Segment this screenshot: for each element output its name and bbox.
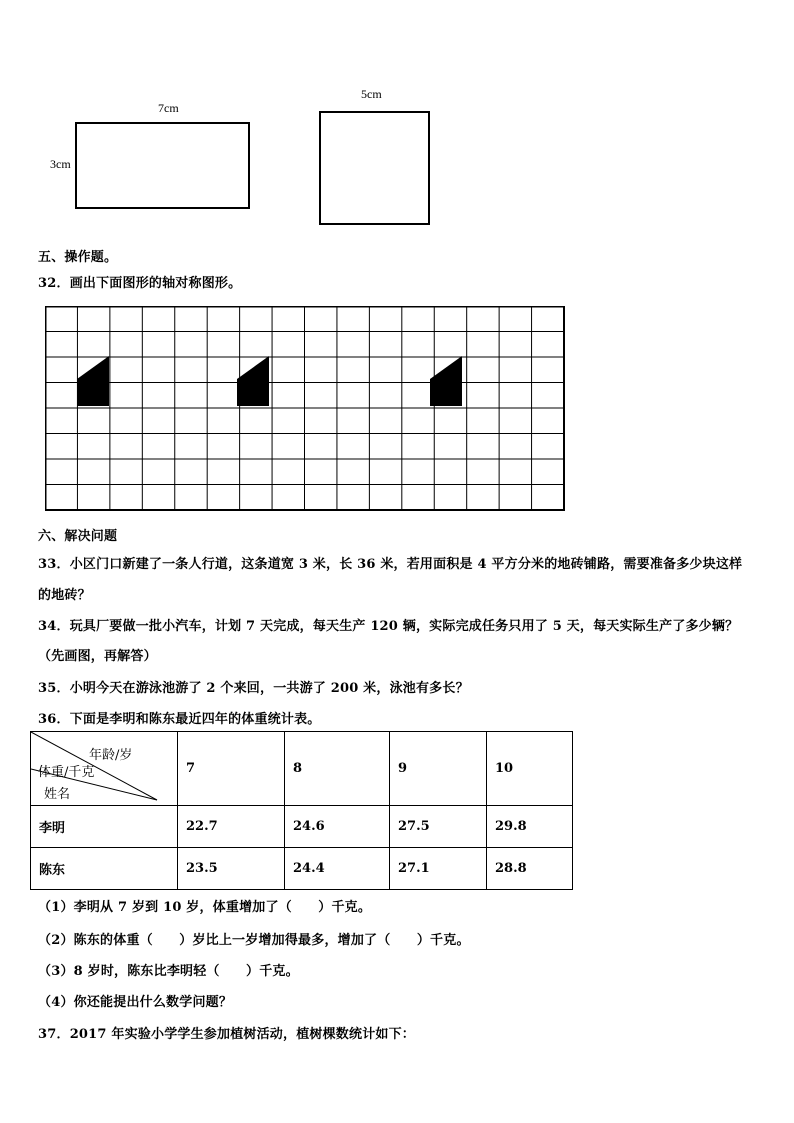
value-cell: 22.7	[178, 806, 285, 848]
question-32: 32．画出下面图形的轴对称图形。	[38, 276, 242, 291]
value-cell: 24.4	[285, 848, 390, 890]
section-6-heading: 六、解决问题	[38, 529, 118, 544]
question-36-sub4: （4）你还能提出什么数学问题？	[38, 995, 233, 1010]
shaded-shape-3	[430, 356, 462, 406]
question-33-line2: 的地砖？	[38, 588, 91, 603]
value-cell: 29.8	[487, 806, 573, 848]
weight-table	[30, 731, 573, 890]
question-36-sub3: （3）8 岁时，陈东比李明轻（ ）千克。	[38, 964, 299, 979]
age-cell: 8	[285, 732, 390, 806]
rectangle-figure	[75, 122, 250, 209]
header-weight-label: 体重/千克	[38, 765, 95, 780]
rect-height-label: 3cm	[50, 157, 71, 171]
question-34-line1: 34．玩具厂要做一批小汽车，计划 7 天完成，每天生产 120 辆，实际完成任务只用了 5 天，每天实际生产了多少辆？	[38, 619, 739, 634]
age-cell: 9	[390, 732, 487, 806]
question-36-sub2: （2）陈东的体重（ ）岁比上一岁增加得最多，增加了（ ）千克。	[38, 933, 470, 948]
value-cell: 27.1	[390, 848, 487, 890]
shaded-shape-1	[77, 356, 109, 406]
symmetry-grid	[45, 306, 565, 511]
value-cell: 23.5	[178, 848, 285, 890]
question-33-line1: 33．小区门口新建了一条人行道，这条道宽 3 米，长 36 米，若用面积是 4 平方分米的地砖铺路，需要准备多少块这样	[38, 557, 743, 572]
age-cell: 7	[178, 732, 285, 806]
table-row	[31, 848, 573, 890]
value-cell: 24.6	[285, 806, 390, 848]
question-35: 35．小明今天在游泳池游了 2 个来回，一共游了 200 米，泳池有多长？	[38, 681, 469, 696]
age-cell: 10	[487, 732, 573, 806]
header-name-label: 姓名	[44, 787, 71, 802]
square-figure	[319, 111, 430, 225]
rect-width-label: 7cm	[158, 101, 179, 115]
shaded-shape-2	[237, 356, 269, 406]
section-5-heading: 五、操作题。	[38, 250, 118, 265]
square-side-label: 5cm	[361, 87, 382, 101]
question-36: 36．下面是李明和陈东最近四年的体重统计表。	[38, 712, 321, 727]
table-row	[31, 806, 573, 848]
table-header-diagonal-cell	[31, 732, 178, 806]
question-36-sub1: （1）李明从 7 岁到 10 岁，体重增加了（ ）千克。	[38, 900, 372, 915]
header-age-label: 年龄/岁	[89, 748, 133, 763]
question-37: 37．2017 年实验小学学生参加植树活动，植树棵数统计如下：	[38, 1027, 415, 1042]
name-cell: 陈东	[31, 848, 178, 890]
value-cell: 28.8	[487, 848, 573, 890]
question-34-line2: （先画图，再解答）	[38, 649, 157, 664]
value-cell: 27.5	[390, 806, 487, 848]
name-cell: 李明	[31, 806, 178, 848]
